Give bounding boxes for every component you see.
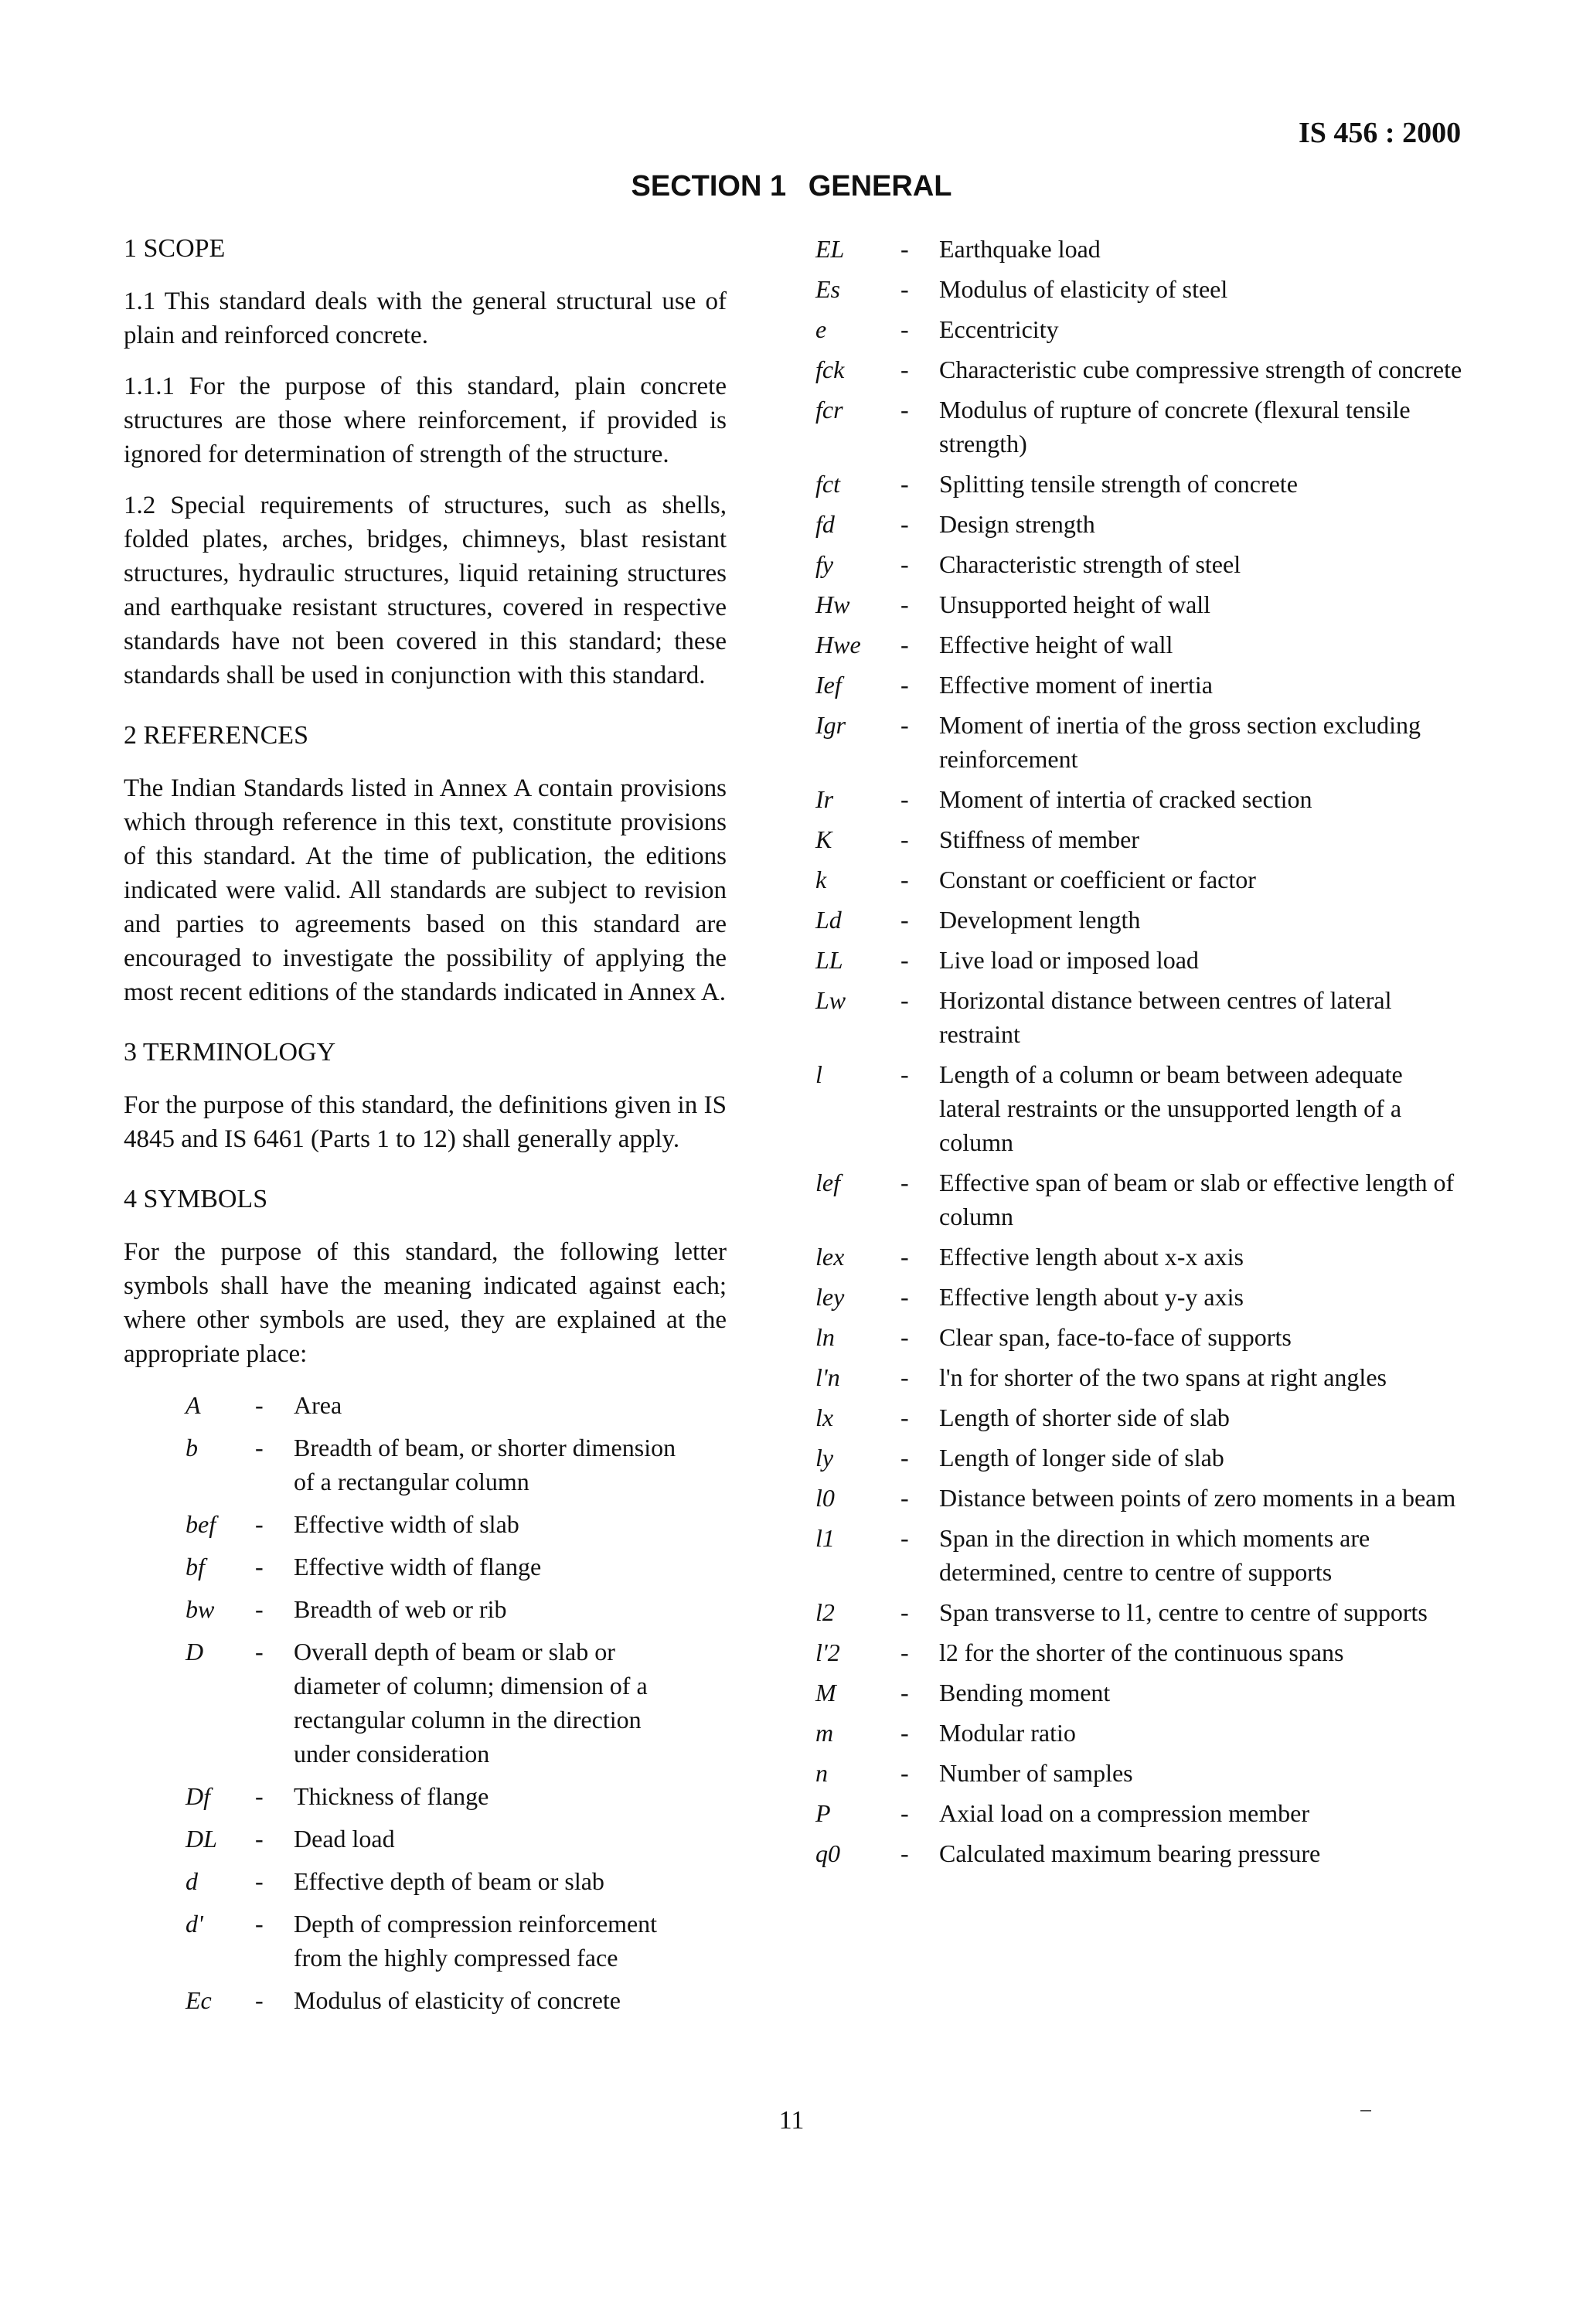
symbol: Igr [815, 711, 846, 739]
dash-separator: - [255, 1391, 264, 1419]
dash-separator: - [900, 1759, 909, 1787]
references-heading: 2 REFERENCES [124, 721, 308, 750]
dash-separator: - [900, 550, 909, 578]
dash-separator: - [255, 1867, 264, 1895]
dash-separator: - [900, 356, 909, 383]
symbols-heading: 4 SYMBOLS [124, 1185, 268, 1213]
symbol: EL [815, 235, 845, 263]
dash-separator: - [900, 590, 909, 618]
symbol: fck [815, 356, 845, 383]
symbol-description: Length of shorter side of slab [939, 1404, 1230, 1431]
symbol-right-row [815, 587, 1465, 628]
symbol-description: l'n for shorter of the two spans at right angles [939, 1363, 1387, 1391]
dash-separator: - [900, 1638, 909, 1666]
dash-separator: - [900, 315, 909, 343]
symbol-right-row [815, 1676, 1465, 1716]
dash-separator: - [900, 1598, 909, 1626]
symbol: Ief [815, 671, 842, 699]
symbol: M [815, 1679, 836, 1706]
symbol: Es [815, 275, 840, 303]
symbol: Hw [815, 590, 850, 618]
symbol-description: Effective depth of beam or slab [294, 1867, 604, 1895]
symbol-right-row [815, 393, 1465, 467]
symbol-right-row [815, 1836, 1465, 1877]
symbol-description: Effective moment of inertia [939, 671, 1213, 699]
symbol-description: Splitting tensile strength of concrete [939, 470, 1298, 498]
symbols-table-right [815, 232, 1465, 1877]
dash-separator: - [900, 671, 909, 699]
symbol-description: Moment of inertia of the gross section excluding reinforcement [939, 711, 1421, 773]
dash-separator: - [900, 866, 909, 893]
symbol-left-row [186, 1507, 696, 1550]
section-title: GENERAL [808, 170, 952, 202]
margin-mark [1360, 2110, 1371, 2111]
symbols-section [124, 1182, 727, 2026]
symbol-description: Number of samples [939, 1759, 1133, 1787]
references-section [124, 719, 727, 1009]
page-number: 11 [778, 2106, 805, 2135]
symbol-right-row [815, 352, 1465, 393]
symbol-description: Development length [939, 906, 1141, 934]
symbol: LL [815, 946, 843, 974]
symbol-left-row [186, 1388, 696, 1431]
symbol: Hwe [815, 631, 861, 658]
symbol-description: Constant or coefficient or factor [939, 866, 1256, 893]
symbol-right-row [815, 1280, 1465, 1320]
symbol-description: Length of longer side of slab [939, 1444, 1224, 1472]
dash-separator: - [255, 1553, 264, 1581]
dash-separator: - [900, 986, 909, 1014]
symbol-right-row [815, 467, 1465, 507]
symbol-left-row [186, 1779, 696, 1822]
symbol-description: Stiffness of member [939, 825, 1139, 853]
symbol-right-row [815, 1716, 1465, 1756]
dash-separator: - [900, 1839, 909, 1867]
dash-separator: - [900, 1719, 909, 1747]
dash-separator: - [900, 275, 909, 303]
dash-separator: - [900, 711, 909, 739]
symbol-description: Effective length about x-x axis [939, 1243, 1244, 1271]
dash-separator: - [255, 1782, 264, 1810]
symbol: Ir [815, 785, 834, 813]
dash-separator: - [900, 1444, 909, 1472]
clause-1-2: 1.2 Special requirements of structures, such as shells, folded plates, arches, bridges, chimneys, blast resistant structures, hydraulic structures, liquid retaining structures and earthquake resistant structures, covered in respective standards have not been covered in this standard; these standards shall be used in conjunction with this standard. [124, 492, 727, 689]
symbol: q0 [815, 1839, 840, 1867]
dash-separator: - [900, 631, 909, 658]
symbol-left-row [186, 1822, 696, 1864]
symbol: lx [815, 1404, 834, 1431]
symbol-description: Length of a column or beam between adequate lateral restraints or the unsupported length of a column [939, 1060, 1403, 1156]
symbol-right-row [815, 272, 1465, 312]
symbol-description: Area [294, 1391, 342, 1419]
symbol-description: l2 for the shorter of the continuous spans [939, 1638, 1344, 1666]
symbol: d' [186, 1910, 203, 1938]
clause-1-1-1: 1.1.1 For the purpose of this standard, plain concrete structures are those where reinforcement, if provided is ignored for determination of strength of the structure. [124, 373, 727, 468]
symbol-right-row [815, 1240, 1465, 1280]
dash-separator: - [900, 1484, 909, 1512]
dash-separator: - [900, 510, 909, 538]
symbol-description: Design strength [939, 510, 1095, 538]
symbol: D [186, 1638, 204, 1666]
symbol-right-row [815, 312, 1465, 352]
symbol-right-row [815, 782, 1465, 822]
symbol-left-row [186, 1635, 696, 1779]
symbol: e [815, 315, 827, 343]
symbol: fct [815, 470, 840, 498]
symbol-right-row [815, 1521, 1465, 1595]
symbol-right-row [815, 668, 1465, 708]
symbol: bef [186, 1510, 216, 1538]
symbol-description: Depth of compression reinforcement from the highly compressed face [294, 1910, 658, 1972]
symbol-left-row [186, 1431, 696, 1507]
symbol: b [186, 1434, 198, 1461]
symbol: K [815, 825, 832, 853]
right-column [815, 232, 1480, 1877]
clause-1-1: 1.1 This standard deals with the general structural use of plain and reinforced concrete. [124, 288, 727, 349]
symbol-right-row [815, 507, 1465, 547]
symbol: bf [186, 1553, 205, 1581]
symbol-description: Breadth of web or rib [294, 1595, 507, 1623]
symbol: l [815, 1060, 822, 1088]
symbol-description: Effective width of flange [294, 1553, 542, 1581]
symbol-description: Modulus of elasticity of steel [939, 275, 1228, 303]
symbol: ley [815, 1283, 845, 1311]
symbol: P [815, 1799, 831, 1827]
symbol-right-row [815, 232, 1465, 272]
symbol-description: Distance between points of zero moments in a beam [939, 1484, 1456, 1512]
symbol: l0 [815, 1484, 835, 1512]
symbol: k [815, 866, 827, 893]
symbol-left-row [186, 1983, 696, 2026]
dash-separator: - [255, 1638, 264, 1666]
symbol: ln [815, 1323, 835, 1351]
dash-separator: - [255, 1595, 264, 1623]
symbol-right-row [815, 863, 1465, 903]
symbol-description: Moment of intertia of cracked section [939, 785, 1312, 813]
dash-separator: - [255, 1434, 264, 1461]
symbol-right-row [815, 708, 1465, 782]
symbol: ly [815, 1444, 834, 1472]
scope-heading: 1 SCOPE [124, 234, 226, 263]
symbol: Lw [815, 986, 846, 1014]
terminology-heading: 3 TERMINOLOGY [124, 1038, 336, 1067]
symbol-description: Span in the direction in which moments are determined, centre to centre of supports [939, 1524, 1370, 1586]
symbol-left-row [186, 1864, 696, 1907]
symbol-description: Dead load [294, 1825, 395, 1853]
terminology-text: For the purpose of this standard, the definitions given in IS 4845 and IS 6461 (Parts 1 to 12) shall generally apply. [124, 1091, 727, 1153]
section-heading [0, 170, 1583, 203]
symbol-description: Characteristic strength of steel [939, 550, 1241, 578]
dash-separator: - [900, 1524, 909, 1552]
symbol: Ld [815, 906, 842, 934]
symbol-right-row [815, 1165, 1465, 1240]
symbol: Df [186, 1782, 210, 1810]
symbol: bw [186, 1595, 215, 1623]
dash-separator: - [900, 785, 909, 813]
symbol-description: Modulus of elasticity of concrete [294, 1986, 621, 2014]
symbol: lef [815, 1169, 840, 1196]
symbol-description: Effective height of wall [939, 631, 1173, 658]
dash-separator: - [900, 396, 909, 424]
section-label: SECTION 1 [631, 170, 787, 202]
symbol-description: Axial load on a compression member [939, 1799, 1309, 1827]
symbol-right-row [815, 547, 1465, 587]
symbol-right-row [815, 1481, 1465, 1521]
symbol: fcr [815, 396, 843, 424]
terminology-section [124, 1036, 727, 1156]
symbol-description: Thickness of flange [294, 1782, 489, 1810]
left-column [124, 232, 727, 2026]
dash-separator: - [900, 1283, 909, 1311]
symbol-right-row [815, 822, 1465, 863]
dash-separator: - [900, 1363, 909, 1391]
symbol-description: Breadth of beam, or shorter dimension of a rectangular column [294, 1434, 676, 1495]
symbol-right-row [815, 983, 1465, 1057]
symbol: l'n [815, 1363, 840, 1391]
symbol-description: Overall depth of beam or slab or diameter of column; dimension of a rectangular column in the direction under consideration [294, 1638, 648, 1768]
symbol-description: Modular ratio [939, 1719, 1076, 1747]
symbol: Ec [186, 1986, 212, 2014]
symbol: d [186, 1867, 198, 1895]
dash-separator: - [255, 1986, 264, 2014]
symbol-description: Span transverse to l1, centre to centre of supports [939, 1598, 1428, 1626]
symbol: n [815, 1759, 828, 1787]
symbol-right-row [815, 903, 1465, 943]
dash-separator: - [255, 1910, 264, 1938]
symbol: DL [186, 1825, 217, 1853]
dash-separator: - [255, 1510, 264, 1538]
symbol-right-row [815, 1360, 1465, 1400]
symbol: A [186, 1391, 201, 1419]
symbol-left-row [186, 1550, 696, 1592]
symbol-right-row [815, 1057, 1465, 1165]
symbol: fy [815, 550, 834, 578]
dash-separator: - [900, 1243, 909, 1271]
symbol-right-row [815, 1441, 1465, 1481]
dash-separator: - [900, 1404, 909, 1431]
symbol-right-row [815, 628, 1465, 668]
symbol-description: Clear span, face-to-face of supports [939, 1323, 1292, 1351]
references-text: The Indian Standards listed in Annex A contain provisions which through reference in this text, constitute provisions of this standard. At the time of publication, the editions indicated were valid. All standards are subject to revision and parties to agreements based on this standard are encouraged to investigate the possibility of applying the most recent editions of the standards indicated in Annex A. [124, 774, 727, 1006]
dash-separator: - [900, 946, 909, 974]
symbols-table-left [186, 1388, 696, 2026]
symbol-description: Effective span of beam or slab or effective length of column [939, 1169, 1455, 1230]
dash-separator: - [900, 1799, 909, 1827]
symbol-description: Bending moment [939, 1679, 1111, 1706]
symbol-description: Live load or imposed load [939, 946, 1199, 974]
symbol: lex [815, 1243, 845, 1271]
dash-separator: - [255, 1825, 264, 1853]
symbol-description: Horizontal distance between centres of lateral restraint [939, 986, 1392, 1048]
symbol-right-row [815, 1756, 1465, 1796]
symbol-left-row [186, 1907, 696, 1983]
symbol-right-row [815, 1595, 1465, 1635]
symbol-right-row [815, 1635, 1465, 1676]
symbol-description: Calculated maximum bearing pressure [939, 1839, 1321, 1867]
scope-section [124, 232, 727, 692]
dash-separator: - [900, 235, 909, 263]
symbol-description: Eccentricity [939, 315, 1059, 343]
symbol-right-row [815, 1320, 1465, 1360]
symbol-left-row [186, 1592, 696, 1635]
dash-separator: - [900, 1060, 909, 1088]
symbol-right-row [815, 1400, 1465, 1441]
symbol-right-row [815, 1796, 1465, 1836]
dash-separator: - [900, 1679, 909, 1706]
symbol: m [815, 1719, 834, 1747]
symbol: l2 [815, 1598, 835, 1626]
symbol-description: Modulus of rupture of concrete (flexural tensile strength) [939, 396, 1411, 458]
symbol: fd [815, 510, 835, 538]
dash-separator: - [900, 825, 909, 853]
symbol: l'2 [815, 1638, 840, 1666]
symbol-description: Effective width of slab [294, 1510, 519, 1538]
dash-separator: - [900, 906, 909, 934]
symbol-description: Unsupported height of wall [939, 590, 1211, 618]
symbol-description: Earthquake load [939, 235, 1101, 263]
symbol: l1 [815, 1524, 835, 1552]
symbol-right-row [815, 943, 1465, 983]
standard-number: IS 456 : 2000 [1299, 117, 1462, 149]
dash-separator: - [900, 1169, 909, 1196]
dash-separator: - [900, 1323, 909, 1351]
dash-separator: - [900, 470, 909, 498]
symbol-description: Effective length about y-y axis [939, 1283, 1244, 1311]
symbol-description: Characteristic cube compressive strength of concrete [939, 356, 1462, 383]
symbols-intro: For the purpose of this standard, the following letter symbols shall have the meaning indicated against each; where other symbols are used, they are explained at the appropriate place: [124, 1238, 727, 1368]
